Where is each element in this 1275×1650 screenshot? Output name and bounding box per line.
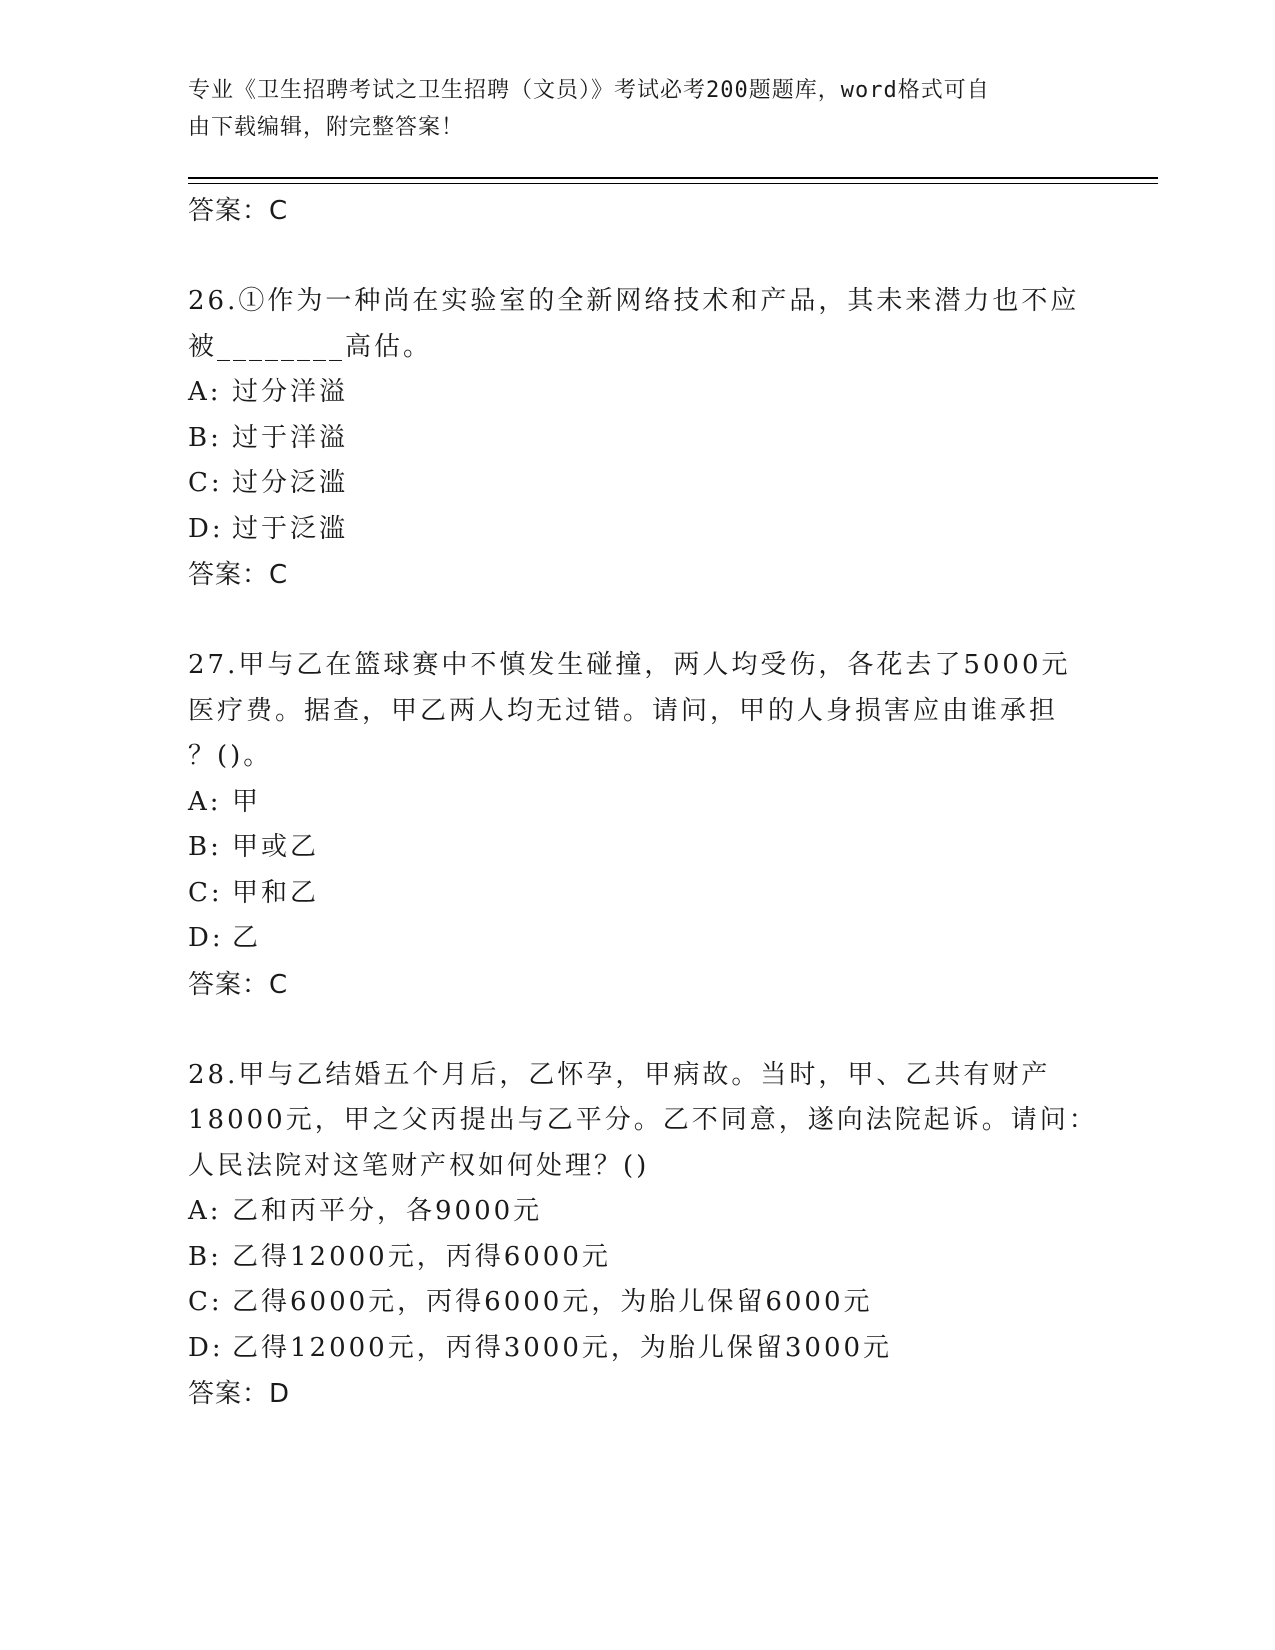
header-line-1: 专业《卫生招聘考试之卫生招聘（文员）》考试必考200题题库，word格式可自 xyxy=(188,78,990,103)
option-letter: C: xyxy=(188,468,223,498)
option-c xyxy=(188,871,1118,917)
question-line: 医疗费。据查，甲乙两人均无过错。请问，甲的人身损害应由谁承担 xyxy=(188,695,1059,726)
option-text: 甲或乙 xyxy=(232,832,320,862)
option-letter: C: xyxy=(188,1287,223,1317)
option-letter: D: xyxy=(188,1332,224,1363)
question-line: 人民法院对这笔财产权如何处理？() xyxy=(188,1150,650,1181)
option-text: 过分洋溢 xyxy=(232,377,349,407)
option-letter: C: xyxy=(188,877,223,908)
option-d xyxy=(188,1326,1118,1372)
option-letter: A: xyxy=(188,786,222,817)
option-letter: B: xyxy=(188,832,222,862)
answer-line: 答案：D xyxy=(188,1379,291,1409)
option-b xyxy=(188,1235,1118,1281)
option-text: 乙得12000元，丙得6000元 xyxy=(232,1241,611,1272)
question-block xyxy=(188,1053,1118,1418)
option-a xyxy=(188,370,1118,416)
question-text xyxy=(188,643,1118,780)
header-rule-thin xyxy=(188,183,1158,184)
option-c xyxy=(188,461,1118,507)
option-letter: B: xyxy=(188,422,222,453)
option-text: 乙和丙平分，各9000元 xyxy=(232,1196,543,1226)
option-letter: B: xyxy=(188,1241,222,1272)
question-line: 28.甲与乙结婚五个月后，乙怀孕，甲病故。当时，甲、乙共有财产 xyxy=(188,1059,1051,1090)
option-letter: D: xyxy=(188,513,224,544)
question-line: 18000元，甲之父丙提出与乙平分。乙不同意，遂向法院起诉。请问： xyxy=(188,1105,1098,1135)
option-b xyxy=(188,825,1118,871)
option-b xyxy=(188,416,1118,462)
question-line: ？()。 xyxy=(188,741,273,771)
option-text: 过分泛滥 xyxy=(232,468,349,498)
answer-line: 答案：C xyxy=(188,969,289,1000)
question-line: 26.①作为一种尚在实验室的全新网络技术和产品，其未来潜力也不应 xyxy=(188,286,1080,316)
option-d xyxy=(188,916,1118,962)
option-letter: A: xyxy=(188,1196,222,1226)
option-text: 过于洋溢 xyxy=(232,422,349,453)
option-letter: A: xyxy=(188,377,222,407)
spacer xyxy=(188,234,1118,279)
question-line: 27.甲与乙在篮球赛中不慎发生碰撞，两人均受伤，各花去了5000元 xyxy=(188,650,1071,680)
option-text: 甲和乙 xyxy=(232,877,320,908)
option-text: 乙得12000元，丙得3000元，为胎儿保留3000元 xyxy=(232,1332,893,1363)
page-header xyxy=(188,72,1068,146)
option-text: 乙 xyxy=(232,923,262,953)
option-d xyxy=(188,507,1118,553)
option-text: 甲 xyxy=(232,786,262,817)
question-line: 被________高估。 xyxy=(188,331,433,362)
question-text xyxy=(188,279,1118,370)
question-block xyxy=(188,279,1118,598)
answer-line: 答案：C xyxy=(188,196,289,226)
option-a xyxy=(188,1189,1118,1235)
option-text: 过于泛滥 xyxy=(232,513,349,544)
document-body xyxy=(188,188,1118,1417)
spacer xyxy=(188,598,1118,643)
option-letter: D: xyxy=(188,923,224,953)
answer-line: 答案：C xyxy=(188,560,289,590)
option-c xyxy=(188,1280,1118,1326)
option-a xyxy=(188,780,1118,826)
header-rule-thick xyxy=(188,177,1158,179)
option-text: 乙得6000元，丙得6000元，为胎儿保留6000元 xyxy=(232,1287,873,1317)
question-block xyxy=(188,643,1118,1008)
header-line-2: 由下载编辑，附完整答案！ xyxy=(188,115,465,140)
spacer xyxy=(188,1008,1118,1053)
question-text xyxy=(188,1053,1118,1190)
